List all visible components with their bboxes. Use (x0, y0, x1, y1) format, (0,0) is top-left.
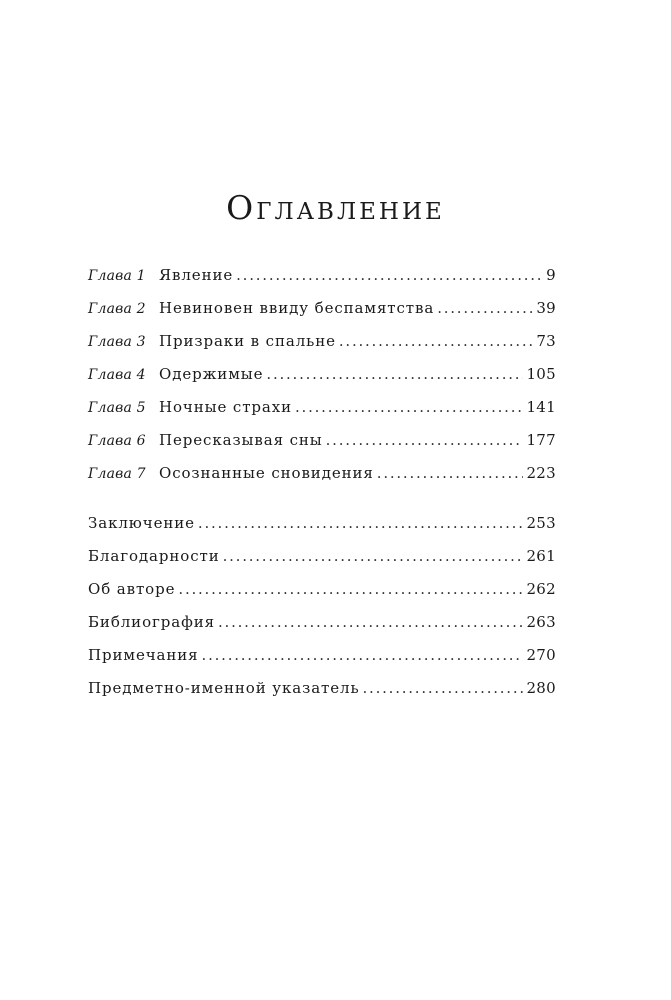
dot-leader (236, 266, 543, 284)
chapter-title: Явление (159, 266, 234, 284)
entry-title: Об авторе (88, 580, 176, 598)
chapter-title: Невиновен ввиду беспамятства (159, 299, 435, 317)
dot-leader (363, 679, 524, 697)
dot-leader (295, 398, 523, 416)
toc-entry-index[interactable] (88, 679, 556, 712)
dot-leader (223, 547, 524, 565)
toc-entry-chapter-1[interactable] (88, 266, 556, 299)
page-number: 223 (526, 464, 556, 482)
chapter-label: Глава 1 (88, 268, 146, 284)
toc-entry-acknowledgements[interactable] (88, 547, 556, 580)
back-matter-list (88, 514, 556, 712)
entry-title: Предметно-именной указатель (88, 679, 360, 697)
chapter-list (88, 266, 556, 497)
dot-leader (198, 514, 524, 532)
page-title: Оглавление (226, 188, 445, 227)
page-number: 280 (526, 679, 556, 697)
page-number: 263 (526, 613, 556, 631)
chapter-title: Пересказывая сны (159, 431, 323, 449)
dot-leader (339, 332, 533, 350)
chapter-label: Глава 5 (88, 400, 146, 416)
chapter-label: Глава 3 (88, 334, 146, 350)
toc-entry-chapter-3[interactable] (88, 332, 556, 365)
dot-leader (266, 365, 523, 383)
dot-leader (377, 464, 524, 482)
dot-leader (218, 613, 523, 631)
page-number: 270 (526, 646, 556, 664)
page-number: 73 (536, 332, 556, 350)
page-number: 9 (546, 266, 556, 284)
page-number: 177 (526, 431, 556, 449)
dot-leader (437, 299, 533, 317)
chapter-label: Глава 4 (88, 367, 146, 383)
chapter-label: Глава 6 (88, 433, 146, 449)
dot-leader (202, 646, 524, 664)
page-number: 105 (526, 365, 556, 383)
chapter-title: Ночные страхи (159, 398, 293, 416)
page-number: 141 (526, 398, 556, 416)
toc-entry-conclusion[interactable] (88, 514, 556, 547)
chapter-title: Одержимые (159, 365, 264, 383)
chapter-title: Осознанные сновидения (159, 464, 374, 482)
entry-title: Библиография (88, 613, 216, 631)
page-number: 39 (536, 299, 556, 317)
page-number: 262 (526, 580, 556, 598)
toc-entry-chapter-4[interactable] (88, 365, 556, 398)
toc-entry-chapter-6[interactable] (88, 431, 556, 464)
entry-title: Благодарности (88, 547, 220, 565)
dot-leader (326, 431, 524, 449)
toc-entry-chapter-7[interactable] (88, 464, 556, 497)
dot-leader (178, 580, 523, 598)
chapter-label: Глава 2 (88, 301, 146, 317)
toc-entry-bibliography[interactable] (88, 613, 556, 646)
toc-entry-chapter-5[interactable] (88, 398, 556, 431)
chapter-title: Призраки в спальне (159, 332, 336, 350)
page-number: 253 (526, 514, 556, 532)
entry-title: Заключение (88, 514, 195, 532)
toc-entry-notes[interactable] (88, 646, 556, 679)
chapter-label: Глава 7 (88, 466, 146, 482)
toc-entry-chapter-2[interactable] (88, 299, 556, 332)
page-number: 261 (526, 547, 556, 565)
entry-title: Примечания (88, 646, 199, 664)
toc-entry-about-author[interactable] (88, 580, 556, 613)
